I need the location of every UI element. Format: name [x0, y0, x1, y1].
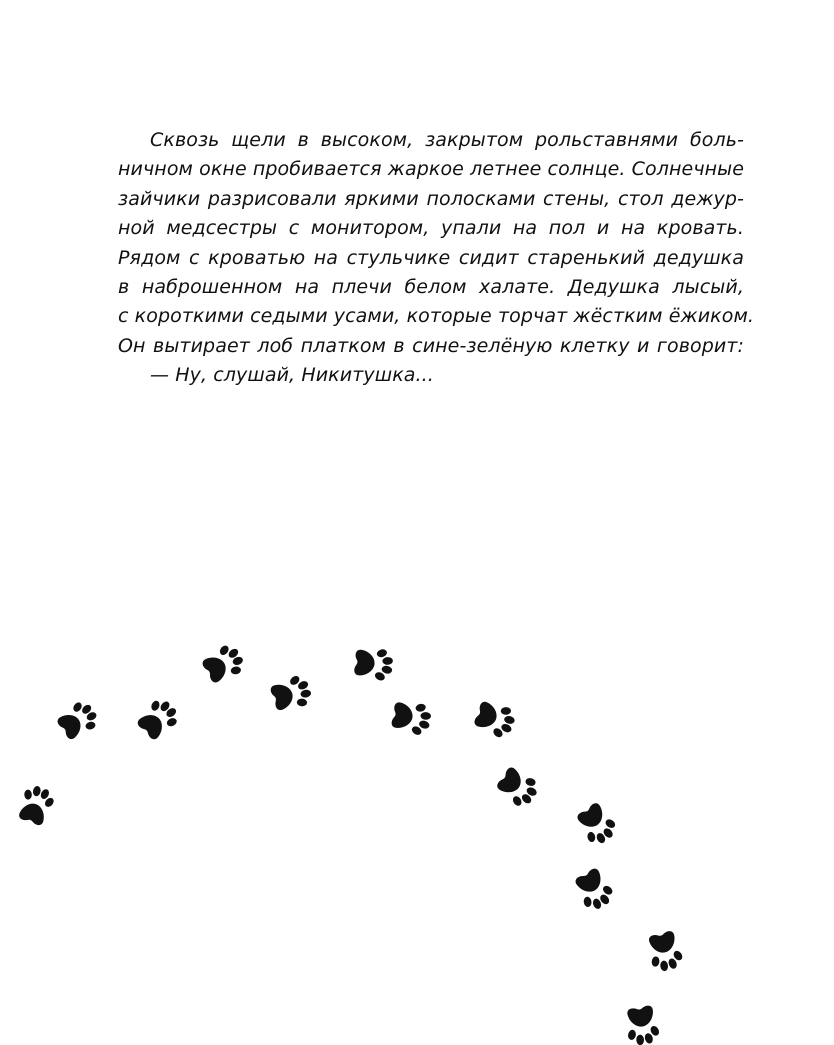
text-line: Сквозь щели в высоком, закрытом рольставнями боль-	[150, 129, 744, 151]
dialogue-line: — Ну, слушай, Никитушка...	[150, 364, 434, 387]
paw-print-icon	[622, 1004, 662, 1045]
text-line: с короткими седыми усами, которые торчат жёстким ёжиком.	[118, 305, 755, 328]
paw-print-icon	[472, 697, 520, 742]
paw-print-icon	[390, 698, 434, 738]
text-line: в наброшенном на плечи белом халате. Дедушка лысый,	[118, 275, 744, 298]
text-line: Рядом с кроватью на стульчике сидит старенький дедушка	[118, 246, 744, 269]
text-line: ной медсестры с монитором, упали на пол и на кровать.	[118, 217, 744, 240]
paw-print-icon	[570, 865, 619, 915]
text-line: зайчики разрисовали яркими полосками стены, стол дежур-	[118, 187, 744, 210]
paw-print-icon	[268, 671, 315, 715]
text-line: Он вытирает лоб платком в сине-зелёную клетку и говорит:	[118, 334, 744, 357]
paw-print-icon	[572, 799, 622, 850]
paw-print-icon	[54, 696, 104, 745]
text-line: ничном окне пробивается жаркое летнее солнце. Солнечные	[118, 158, 745, 181]
paw-print-icon	[14, 782, 58, 828]
paw-print-icon	[133, 693, 184, 744]
paw-print-icon	[644, 929, 687, 975]
paw-print-icon	[199, 639, 249, 688]
paw-print-icon	[493, 763, 544, 813]
paw-print-icon	[353, 646, 394, 683]
